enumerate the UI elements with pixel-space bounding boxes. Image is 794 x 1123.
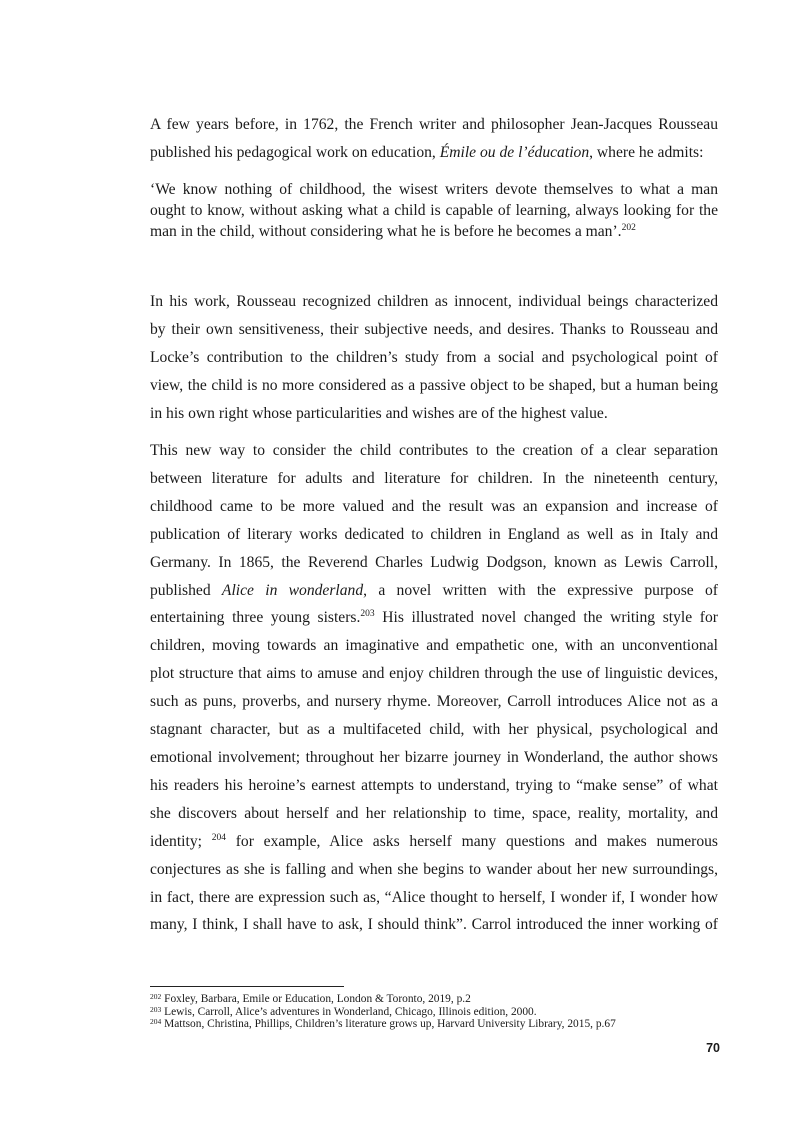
text-segment: published his pedagogical work on education, bbox=[150, 143, 440, 161]
text-segment: man in the child, without considering what he is before he becomes a man’. bbox=[150, 223, 622, 241]
text-segment: entertaining three young sisters. bbox=[150, 609, 361, 627]
text-segment: , a novel written with the expressive purpose of bbox=[363, 581, 718, 599]
text-line: view, the child is no more considered as a passive object to be shaped, but a human being bbox=[150, 376, 718, 394]
text-segment: for example, Alice asks herself many questions and makes numerous bbox=[225, 832, 718, 850]
text-line: many, I think, I shall have to ask, I should think”. Carrol introduced the inner working of bbox=[150, 916, 718, 934]
footnote-204 bbox=[150, 1018, 750, 1031]
text-line: A few years before, in 1762, the French writer and philosopher Jean-Jacques Rousseau bbox=[150, 116, 718, 133]
footnote-203 bbox=[150, 1006, 750, 1019]
paragraph-rousseau-intro bbox=[150, 111, 718, 167]
text-line: she discovers about herself and her relationship to time, space, reality, mortality, and bbox=[150, 804, 718, 822]
text-line: publication of literary works dedicated to children in England as well as in Italy and bbox=[150, 525, 718, 543]
text-line bbox=[150, 577, 718, 605]
footnote-text: Lewis, Carroll, Alice’s adventures in Wonderland, Chicago, Illinois edition, 2000. bbox=[164, 1005, 537, 1018]
text-line: such as puns, proverbs, and nursery rhyme. Moreover, Carroll introduces Alice not as a bbox=[150, 693, 718, 711]
quote-line: ought to know, without asking what a child is capable of learning, always looking for the bbox=[150, 202, 718, 220]
footnotes bbox=[150, 993, 750, 1031]
text-line: by their own sensitiveness, their subjective needs, and desires. Thanks to Rousseau and bbox=[150, 320, 718, 338]
footnote-number: 202 bbox=[150, 992, 162, 1001]
text-line: Locke’s contribution to the children’s study from a social and psychological point of bbox=[150, 348, 718, 366]
footnote-number: 204 bbox=[150, 1017, 162, 1027]
text-line: plot structure that aims to amuse and enjoy children through the use of linguistic devices, bbox=[150, 665, 718, 683]
quote-line: ‘We know nothing of childhood, the wisest writers devote themselves to what a man bbox=[150, 181, 718, 198]
text-line: emotional involvement; throughout her bizarre journey in Wonderland, the author shows bbox=[150, 748, 718, 766]
text-segment: , where he admits: bbox=[589, 143, 704, 161]
text-line: stagnant character, but as a multifaceted child, with her physical, psychological and bbox=[150, 721, 718, 739]
text-line: In his work, Rousseau recognized children as innocent, individual beings characterized bbox=[150, 293, 718, 310]
text-line: childhood came to be more valued and the result was an expansion and increase of bbox=[150, 497, 718, 515]
book-title-emile: Émile ou de l’éducation bbox=[439, 143, 590, 161]
text-line bbox=[150, 828, 718, 856]
footnote-number: 203 bbox=[150, 1004, 162, 1014]
page-number: 70 bbox=[706, 1041, 720, 1055]
book-title-alice: Alice in wonderland bbox=[221, 581, 364, 599]
footnote-202 bbox=[150, 993, 750, 1006]
text-segment: identity; bbox=[150, 832, 212, 850]
text-line: conjectures as she is falling and when she begins to wander about her new surroundings, bbox=[150, 860, 718, 878]
text-line bbox=[150, 604, 718, 632]
text-line: his readers his heroine’s earnest attempts to understand, trying to “make sense” of what bbox=[150, 776, 718, 794]
text-line: This new way to consider the child contributes to the creation of a clear separation bbox=[150, 442, 718, 459]
text-line: Germany. In 1865, the Reverend Charles Ludwig Dodgson, known as Lewis Carroll, bbox=[150, 553, 718, 571]
text-line: between literature for adults and literature for children. In the nineteenth century, bbox=[150, 469, 718, 487]
text-line: in his own right whose particularities and wishes are of the highest value. bbox=[150, 404, 608, 422]
block-quote-rousseau bbox=[150, 179, 718, 243]
paragraph-carroll bbox=[150, 437, 718, 939]
text-line bbox=[150, 139, 718, 167]
footnote-text: Foxley, Barbara, Emile or Education, London & Toronto, 2019, p.2 bbox=[164, 993, 471, 1005]
footnote-text: Mattson, Christina, Phillips, Children’s literature grows up, Harvard University Library, 2015, p.67 bbox=[164, 1018, 616, 1031]
text-segment: published bbox=[150, 581, 222, 599]
text-line: in fact, there are expression such as, “Alice thought to herself, I wonder if, I wonder how bbox=[150, 888, 718, 906]
quote-line bbox=[150, 221, 718, 242]
footnote-ref-202: 202 bbox=[621, 223, 636, 234]
footnote-ref-204: 204 bbox=[211, 832, 226, 843]
footnote-ref-203: 203 bbox=[360, 609, 375, 620]
footnote-separator bbox=[150, 986, 344, 987]
text-segment: His illustrated novel changed the writing style for bbox=[374, 609, 718, 627]
text-line: children, moving towards an imaginative and empathetic one, with an unconventional bbox=[150, 637, 718, 655]
paragraph-rousseau-children bbox=[150, 288, 718, 428]
